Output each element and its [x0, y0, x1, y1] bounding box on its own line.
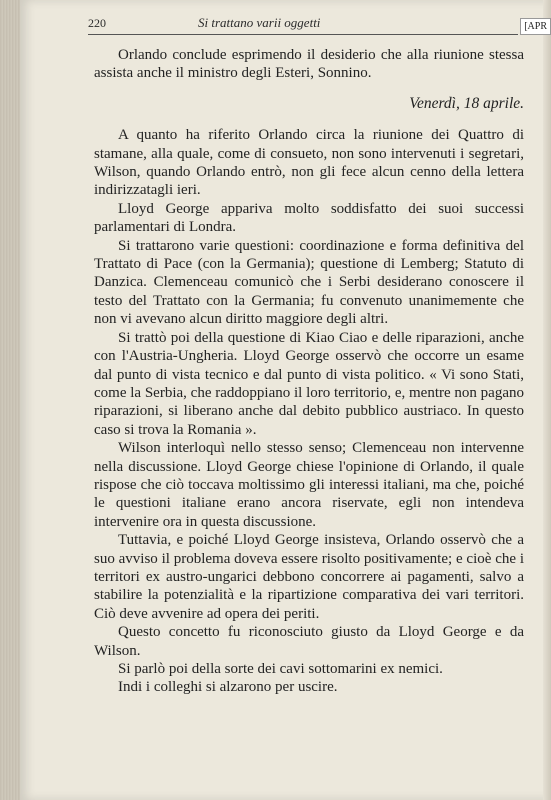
- paragraph-5: Wilson interloquì nello stesso senso; Clemenceau non intervenne nella discussione. Lloyd George chiese l'opinione di Orlando, il quale rispose che ciò toccava moltissimo gli interessi italiani, ma che, poiché le questioni italiane erano ancora riservate, egli non intendeva intervenire ora in questa discussione.: [94, 440, 524, 530]
- date-heading: Venerdì, 18 aprile.: [409, 94, 524, 112]
- running-title: Si trattano varii oggetti: [198, 15, 321, 30]
- margin-tab: [APR: [520, 18, 551, 35]
- paragraph-6: Tuttavia, e poiché Lloyd George insisteva, Orlando osservò che a suo avviso il problema doveva essere risolto positivamente; e cioè che i territori ex austro-ungarici debbono concorrere ai pagamenti, salvo a stabilire la potenzialità e la ripartizione comparativa dei vari territori. Ciò deve avvenire ad opera dei periti.: [94, 532, 524, 622]
- page-header: [88, 14, 518, 35]
- paragraph-2: Lloyd George appariva molto soddisfatto dei suoi successi parlamentari di Londra.: [94, 200, 524, 236]
- paragraph-9: Indi i colleghi si alzarono per uscire.: [118, 679, 338, 696]
- page-right-edge: [543, 0, 551, 800]
- paragraph-intro: Orlando conclude esprimendo il desiderio che alla riunione stessa assista anche il ministro degli Esteri, Sonnino.: [94, 47, 524, 82]
- page-number: 220: [88, 16, 106, 30]
- paragraph-3: Si trattarono varie questioni: coordinazione e forma definitiva del Trattato di Pace (con la Germania); questione di Lemberg; Statuto di Danzica. Clemenceau comunicò che i Serbi desiderano conoscere il testo del Trattato con la Germania; fu convenuto unanimemente che non vi avevano alcun diritto maggiore degli altri.: [94, 237, 524, 328]
- paragraph-4: Si trattò poi della questione di Kiao Ciao e delle riparazioni, anche con l'Austria-Ungheria. Lloyd George osservò che occorre un esame dal punto di vista tecnico e dal punto di vista politico. « Vi sono Stati, come la Serbia, che raddoppiano il loro territorio, e, mentre non pagano riparazioni, si liberano anche dal debito pubblico austriaco. In questo caso si trova la Romania ».: [94, 329, 524, 438]
- body-text: [94, 46, 524, 697]
- paragraph-1: A quanto ha riferito Orlando circa la riunione dei Quattro di stamane, alla quale, come di consueto, non sono intervenuti i segretari, Wilson, quando Orlando entrò, non gli fece alcun cenno della lettera indirizzatagli ieri.: [94, 127, 524, 199]
- paragraph-8: Si parlò poi della sorte dei cavi sottomarini ex nemici.: [118, 661, 443, 677]
- paragraph-7: Questo concetto fu riconosciuto giusto da Lloyd George e da Wilson.: [94, 624, 524, 659]
- book-page-edges: [0, 0, 22, 800]
